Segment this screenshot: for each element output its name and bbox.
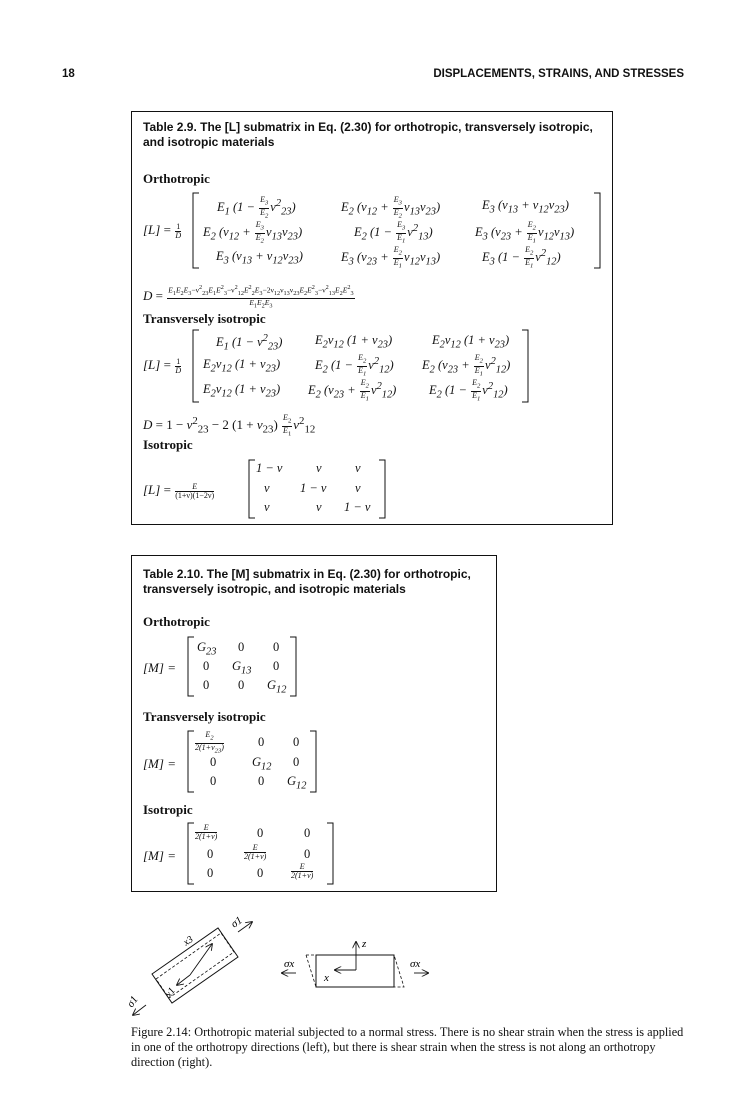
ortho-cell-21: $E_2$ ($\nu_{12}$ + $\frac{E_3}{E_2}$ $\nu_{13}\nu_{23}$)	[203, 220, 303, 245]
table-2-9-caption: Table 2.9. The [L] submatrix in Eq. (2.30) for orthotropic, transversely isotropic, and isotropic materials	[143, 120, 593, 149]
iso-cell-22: 1 − ν	[300, 481, 327, 495]
iso-cell-11: 1 − ν	[256, 461, 283, 475]
table-2-10-caption: Table 2.10. The [M] submatrix in Eq. (2.30) for orthotropic, transversely isotropic, and isotropic materials	[143, 567, 471, 596]
m-iso-cell-33: $\frac{E}{2(1+\nu)}$	[291, 862, 314, 880]
m-ortho-cell-13: 0	[273, 640, 280, 654]
iso-cell-32: ν	[316, 500, 322, 514]
m-orthotropic-lhs: [M] =	[143, 660, 176, 675]
m-ti-cell-33: $G_{12}$	[287, 774, 307, 792]
figure-2-14	[0, 905, 748, 1025]
ti-cell-31: $E_2\nu_{12}$ $(1 + \nu_{23})$	[203, 382, 281, 400]
iso-cell-33: 1 − ν	[344, 500, 371, 514]
m-iso-cell-22: $\frac{E}{2(1+\nu)}$	[244, 843, 267, 861]
m-iso-cell-23: 0	[304, 847, 311, 861]
ortho-cell-23: $E_3$ ($\nu_{23}$ + $\frac{E_2}{E_1}$ $\nu_{12}\nu_{13}$)	[475, 220, 575, 245]
orthotropic-d-definition: D = $\frac{E_1E_2E_3-\nu^2_{23}E_1E^2_3-\nu^2_{12}E^2_2E_3-2\nu_{12}\nu_{13}\nu_{23}E_2E^2_3-\nu^2_{13}E_2E^2_3}{E_1E_2E_3}$	[143, 284, 354, 310]
ortho-cell-13: $E_3$ $(\nu_{13} + \nu_{12}\nu_{23})$	[482, 198, 569, 216]
m-ortho-cell-12: 0	[238, 640, 245, 654]
figure-2-14-caption: Figure 2.14: Orthotropic material subjected to a normal stress. There is no shear strain when the stress is applied in one of the orthotropy directions (left), but there is shear strain when the stress is not along an orthotropy direction (right).	[131, 1025, 684, 1069]
iso-cell-23: ν	[355, 481, 361, 495]
ti-cell-22: $E_2$ (1 − $\frac{E_2}{E_1}$ $\nu^2_{12}$)	[315, 353, 394, 378]
transversely-isotropic-heading: Transversely isotropic	[143, 311, 266, 326]
m-iso-cell-21: 0	[207, 847, 214, 861]
m-ti-cell-13: 0	[293, 735, 300, 749]
table-2-10	[131, 555, 497, 892]
m-ti-cell-11: $\frac{E_2}{2(1+\nu_{23})}$	[195, 730, 224, 755]
page-number: 18	[62, 68, 75, 80]
m-ortho-cell-23: 0	[273, 659, 280, 673]
m-ti-cell-31: 0	[210, 774, 217, 788]
m-ti-cell-12: 0	[258, 735, 265, 749]
m-iso-cell-11: $\frac{E}{2(1+\nu)}$	[195, 823, 218, 841]
m-iso-cell-13: 0	[304, 826, 311, 840]
isotropic-heading: Isotropic	[143, 437, 193, 452]
orthotropic-heading: Orthotropic	[143, 171, 210, 186]
ti-cell-11: $E_1$ $(1 - \nu^2_{23})$	[216, 333, 283, 353]
ortho-cell-22: $E_2$ (1 − $\frac{E_3}{E_1}$ $\nu^2_{13}$)	[354, 220, 433, 245]
x-axis-label: x	[324, 972, 329, 984]
x1-label: x1	[163, 985, 178, 1000]
ortho-cell-31: $E_3$ $(\nu_{13} + \nu_{12}\nu_{23})$	[216, 249, 303, 267]
ortho-cell-32: $E_3$ ($\nu_{23}$ + $\frac{E_2}{E_1}$ $\nu_{12}\nu_{13}$)	[341, 245, 441, 270]
rotated-specimen-diagram	[133, 922, 252, 1015]
sigma-x-label-left: σx	[284, 958, 295, 970]
ti-cell-23: $E_2$ ($\nu_{23}$ + $\frac{E_2}{E_1}$ $\nu^2_{12}$)	[422, 353, 511, 378]
iso-cell-13: ν	[355, 461, 361, 475]
sigma-x-label-right: σx	[410, 958, 421, 970]
transversely-isotropic-d-definition: $D = 1 - \nu^2_{23} - 2$ $(1 + \nu_{23})$ $\frac{E_2}{E_1}$ $\nu^2_{12}$	[143, 413, 316, 438]
ti-cell-32: $E_2$ ($\nu_{23}$ + $\frac{E_2}{E_1}$ $\nu^2_{12}$)	[308, 378, 397, 403]
m-ortho-cell-11: $G_{23}$	[197, 640, 217, 658]
m-orthotropic-heading: Orthotropic	[143, 614, 210, 629]
iso-cell-12: ν	[316, 461, 322, 475]
ortho-cell-33: $E_3$ (1 − $\frac{E_2}{E_1}$ $\nu^2_{12}$)	[482, 245, 561, 270]
m-ti-cell-21: 0	[210, 755, 217, 769]
orthotropic-lhs: [L] = $\frac{1}{D}$	[143, 221, 182, 240]
running-title: DISPLACEMENTS, STRAINS, AND STRESSES	[433, 68, 684, 80]
sigma1-label-top: σ1	[228, 914, 245, 931]
ti-cell-13: $E_2\nu_{12}$ $(1 + \nu_{23})$	[432, 333, 510, 351]
m-ti-cell-32: 0	[258, 774, 265, 788]
m-ortho-cell-22: $G_{13}$	[232, 659, 252, 677]
x3-label: x3	[181, 934, 196, 949]
table-2-9	[131, 111, 613, 525]
m-ortho-cell-21: 0	[203, 659, 210, 673]
sheared-specimen-diagram	[282, 942, 428, 987]
m-iso-cell-12: 0	[257, 826, 264, 840]
m-iso-cell-31: 0	[207, 866, 214, 880]
m-ortho-cell-32: 0	[238, 678, 245, 692]
m-ortho-cell-31: 0	[203, 678, 210, 692]
m-isotropic-lhs: [M] =	[143, 848, 176, 863]
m-transversely-isotropic-lhs: [M] =	[143, 756, 176, 771]
ti-cell-12: $E_2\nu_{12}$ $(1 + \nu_{23})$	[315, 333, 393, 351]
ti-cell-33: $E_2$ (1 − $\frac{E_2}{E_1}$ $\nu^2_{12}$)	[429, 378, 508, 403]
m-transversely-isotropic-heading: Transversely isotropic	[143, 709, 266, 724]
sigma1-label-bottom: σ1	[124, 993, 141, 1010]
isotropic-lhs: [L] = $\frac{E}{(1+\nu)(1-2\nu)}$	[143, 481, 215, 500]
ti-cell-21: $E_2\nu_{12}$ $(1 + \nu_{23})$	[203, 357, 281, 375]
ortho-cell-11: $E_1$ (1 − $\frac{E_3}{E_2}$ $\nu^2_{23}$)	[217, 195, 296, 220]
m-isotropic-heading: Isotropic	[143, 802, 193, 817]
transversely-isotropic-lhs: [L] = $\frac{1}{D}$	[143, 356, 182, 375]
iso-cell-21: ν	[264, 481, 270, 495]
iso-cell-31: ν	[264, 500, 270, 514]
m-ti-cell-22: $G_{12}$	[252, 755, 272, 773]
m-ortho-cell-33: $G_{12}$	[267, 678, 287, 696]
z-axis-label: z	[362, 938, 367, 950]
m-ti-cell-23: 0	[293, 755, 300, 769]
m-iso-cell-32: 0	[257, 866, 264, 880]
ortho-cell-12: $E_2$ ($\nu_{12}$ + $\frac{E_3}{E_2}$ $\nu_{13}\nu_{23}$)	[341, 195, 441, 220]
